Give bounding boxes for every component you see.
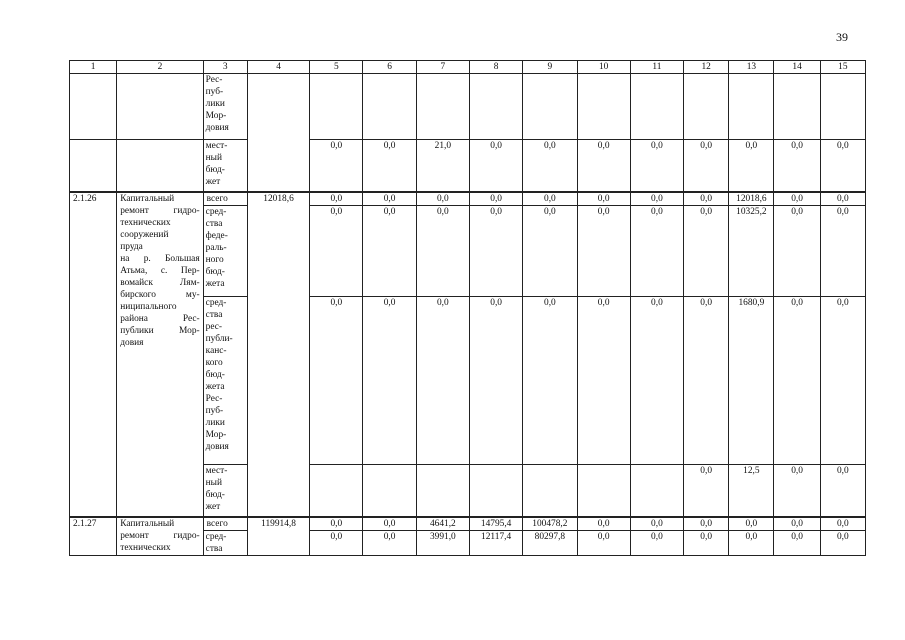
value-cell: 0,0 [310, 531, 363, 556]
text-line: публи- [205, 333, 233, 344]
value-cell: 0,0 [577, 531, 630, 556]
source-cell [203, 140, 247, 192]
row-name-cell [117, 140, 203, 192]
source-cell [203, 531, 247, 556]
value-cell: 0,0 [774, 140, 820, 192]
value-cell: 0,0 [310, 296, 363, 464]
value-cell [523, 464, 577, 517]
value-cell [363, 74, 416, 140]
value-cell: 14795,4 [469, 517, 522, 531]
name-word: вомайск [120, 277, 153, 288]
name-line [120, 193, 199, 205]
header-cell: 4 [247, 61, 309, 74]
value-cell [630, 464, 683, 517]
name-line [120, 253, 199, 265]
name-word: ремонт [120, 205, 149, 216]
header-cell: 6 [363, 61, 416, 74]
name-line [120, 277, 199, 289]
text-line: ства [205, 544, 223, 554]
name-word: на [120, 253, 130, 264]
name-word: гидро- [173, 531, 200, 541]
source-cell [203, 464, 247, 517]
header-cell: 5 [310, 61, 363, 74]
value-cell: 0,0 [310, 205, 363, 296]
text-line: Мор- [205, 111, 227, 121]
value-cell: 0,0 [630, 140, 683, 192]
value-cell [469, 74, 522, 140]
text-line: лики [205, 99, 225, 109]
value-cell [363, 464, 416, 517]
value-cell: 0,0 [523, 296, 577, 464]
value-cell [310, 74, 363, 140]
name-word: довия [120, 337, 144, 348]
text-line: бюд- [205, 369, 225, 380]
text-line: довия [205, 441, 229, 452]
table-row [70, 140, 866, 192]
total-cell [247, 74, 309, 192]
name-line [120, 229, 199, 241]
header-cell: 14 [774, 61, 820, 74]
value-cell: 12,5 [729, 464, 774, 517]
source-cell [203, 205, 247, 296]
name-line [120, 241, 199, 253]
name-word: с. [160, 265, 168, 276]
header-cell: 13 [729, 61, 774, 74]
value-cell: 0,0 [469, 205, 522, 296]
page-number: 39 [836, 30, 848, 44]
text-line: сред- [205, 532, 227, 542]
value-cell: 0,0 [523, 205, 577, 296]
text-line: жет [205, 177, 221, 187]
value-cell: 0,0 [684, 140, 729, 192]
name-word: Лям- [179, 277, 200, 288]
value-cell: 0,0 [310, 517, 363, 531]
header-cell: 15 [820, 61, 865, 74]
name-word: Капитальный [120, 193, 175, 204]
name-word: района [120, 313, 148, 324]
text-line: бюд- [205, 266, 225, 277]
value-cell: 100478,2 [523, 517, 577, 531]
value-cell: 0,0 [630, 517, 683, 531]
value-cell: 3991,0 [416, 531, 469, 556]
total-cell: 12018,6 [247, 192, 309, 518]
value-cell: 0,0 [774, 464, 820, 517]
value-cell: 0,0 [577, 192, 630, 206]
value-cell: 0,0 [774, 296, 820, 464]
text-line: жет [205, 501, 221, 512]
header-cell: 1 [70, 61, 117, 74]
text-line: кого [205, 357, 223, 368]
value-cell: 0,0 [469, 140, 522, 192]
value-cell: 0,0 [820, 140, 865, 192]
text-line: мест- [205, 465, 228, 476]
value-cell: 0,0 [630, 296, 683, 464]
table-row [70, 74, 866, 140]
name-line [120, 301, 199, 313]
name-line [120, 313, 199, 325]
value-cell: 0,0 [820, 531, 865, 556]
name-word: гидро- [173, 205, 200, 216]
value-cell [523, 74, 577, 140]
value-cell: 0,0 [363, 205, 416, 296]
value-cell: 80297,8 [523, 531, 577, 556]
value-cell: 0,0 [523, 140, 577, 192]
text-line: ства [205, 309, 223, 320]
value-cell: 0,0 [363, 517, 416, 531]
row-name-cell [117, 74, 203, 140]
value-cell: 0,0 [820, 464, 865, 517]
value-cell: 0,0 [363, 192, 416, 206]
text-line: ный [205, 153, 222, 163]
value-cell: 0,0 [577, 140, 630, 192]
text-line: жета [205, 278, 225, 289]
header-cell: 2 [117, 61, 203, 74]
value-cell: 4641,2 [416, 517, 469, 531]
value-cell: 0,0 [774, 205, 820, 296]
value-cell: 0,0 [469, 192, 522, 206]
row-number-cell: 2.1.27 [70, 517, 117, 556]
name-word: технических [120, 543, 171, 553]
row-number-cell [70, 74, 117, 140]
name-line [120, 289, 199, 301]
value-cell: 0,0 [820, 517, 865, 531]
value-cell: 0,0 [684, 464, 729, 517]
row-name-cell [117, 517, 203, 556]
value-cell [469, 464, 522, 517]
value-cell: 0,0 [774, 192, 820, 206]
name-word: р. [143, 253, 151, 264]
value-cell: 12117,4 [469, 531, 522, 556]
text-line: довия [205, 123, 229, 133]
name-word: Капитальный [120, 519, 175, 529]
name-word: сооружений [120, 229, 169, 240]
name-word: Большая [165, 253, 200, 264]
text-line: Рес- [205, 393, 223, 404]
value-cell: 0,0 [729, 517, 774, 531]
table-row [70, 192, 866, 206]
table-row [70, 517, 866, 531]
name-word: Атьма, [120, 265, 148, 276]
value-cell: 0,0 [469, 296, 522, 464]
value-cell [729, 74, 774, 140]
value-cell: 0,0 [774, 517, 820, 531]
row-number-cell: 2.1.26 [70, 192, 117, 518]
header-row [70, 61, 866, 74]
header-cell: 8 [469, 61, 522, 74]
name-line [120, 217, 199, 229]
header-cell: 7 [416, 61, 469, 74]
value-cell: 0,0 [820, 192, 865, 206]
text-line: сред- [205, 297, 227, 308]
value-cell: 0,0 [363, 296, 416, 464]
value-cell [630, 74, 683, 140]
value-cell: 0,0 [577, 517, 630, 531]
value-cell [684, 74, 729, 140]
value-cell [310, 464, 363, 517]
value-cell [577, 464, 630, 517]
value-cell: 0,0 [729, 140, 774, 192]
row-name-cell [117, 192, 203, 518]
value-cell: 0,0 [630, 205, 683, 296]
value-cell: 0,0 [416, 205, 469, 296]
text-line: Мор- [205, 429, 227, 440]
text-line: бюд- [205, 489, 225, 500]
value-cell [577, 74, 630, 140]
value-cell: 0,0 [416, 192, 469, 206]
source-cell: всего [203, 517, 247, 531]
header-cell: 12 [684, 61, 729, 74]
value-cell: 0,0 [363, 531, 416, 556]
source-cell [203, 74, 247, 140]
text-line: рес- [205, 321, 223, 332]
value-cell: 0,0 [684, 192, 729, 206]
value-cell: 0,0 [630, 192, 683, 206]
text-line: бюд- [205, 165, 225, 175]
value-cell: 0,0 [684, 531, 729, 556]
value-cell: 0,0 [820, 296, 865, 464]
name-word: публики [120, 325, 154, 336]
name-word: ниципального [120, 301, 177, 312]
name-line [120, 337, 199, 349]
name-word: Мор- [179, 325, 200, 336]
text-line: канс- [205, 345, 227, 356]
name-word: пруда [120, 241, 143, 252]
value-cell: 0,0 [416, 296, 469, 464]
name-line [120, 265, 199, 277]
budget-table [69, 60, 866, 556]
value-cell [416, 464, 469, 517]
value-cell: 0,0 [310, 192, 363, 206]
value-cell: 0,0 [684, 517, 729, 531]
name-word: ремонт [120, 531, 149, 541]
name-word: Пер- [180, 265, 200, 276]
value-cell [774, 74, 820, 140]
value-cell: 1680,9 [729, 296, 774, 464]
value-cell: 0,0 [774, 531, 820, 556]
source-cell [203, 296, 247, 464]
name-line [120, 542, 199, 554]
text-line: пуб- [205, 405, 224, 416]
value-cell: 0,0 [363, 140, 416, 192]
row-number-cell [70, 140, 117, 192]
text-line: раль- [205, 242, 227, 253]
total-cell: 119914,8 [247, 517, 309, 556]
text-line: жета [205, 381, 225, 392]
value-cell: 0,0 [684, 296, 729, 464]
value-cell [416, 74, 469, 140]
text-line: феде- [205, 230, 228, 241]
name-line [120, 530, 199, 542]
text-line: мест- [205, 141, 228, 151]
source-cell: всего [203, 192, 247, 206]
value-cell [820, 74, 865, 140]
name-word: Рес- [182, 313, 200, 324]
header-cell: 10 [577, 61, 630, 74]
name-word: му- [185, 289, 200, 300]
name-line [120, 205, 199, 217]
text-line: ного [205, 254, 224, 265]
value-cell: 12018,6 [729, 192, 774, 206]
name-word: технических [120, 217, 171, 228]
text-line: сред- [205, 206, 227, 217]
text-line: ный [205, 477, 222, 488]
value-cell: 0,0 [729, 531, 774, 556]
value-cell: 0,0 [577, 205, 630, 296]
header-cell: 9 [523, 61, 577, 74]
name-line [120, 325, 199, 337]
header-cell: 11 [630, 61, 683, 74]
text-line: пуб- [205, 87, 224, 97]
text-line: Рес- [205, 75, 223, 85]
header-cell: 3 [203, 61, 247, 74]
name-word: бирского [120, 289, 156, 300]
value-cell: 0,0 [820, 205, 865, 296]
value-cell: 0,0 [630, 531, 683, 556]
value-cell: 0,0 [523, 192, 577, 206]
value-cell: 0,0 [684, 205, 729, 296]
text-line: ства [205, 218, 223, 229]
value-cell: 10325,2 [729, 205, 774, 296]
value-cell: 0,0 [577, 296, 630, 464]
name-line [120, 518, 199, 530]
value-cell: 0,0 [310, 140, 363, 192]
text-line: лики [205, 417, 225, 428]
value-cell: 21,0 [416, 140, 469, 192]
